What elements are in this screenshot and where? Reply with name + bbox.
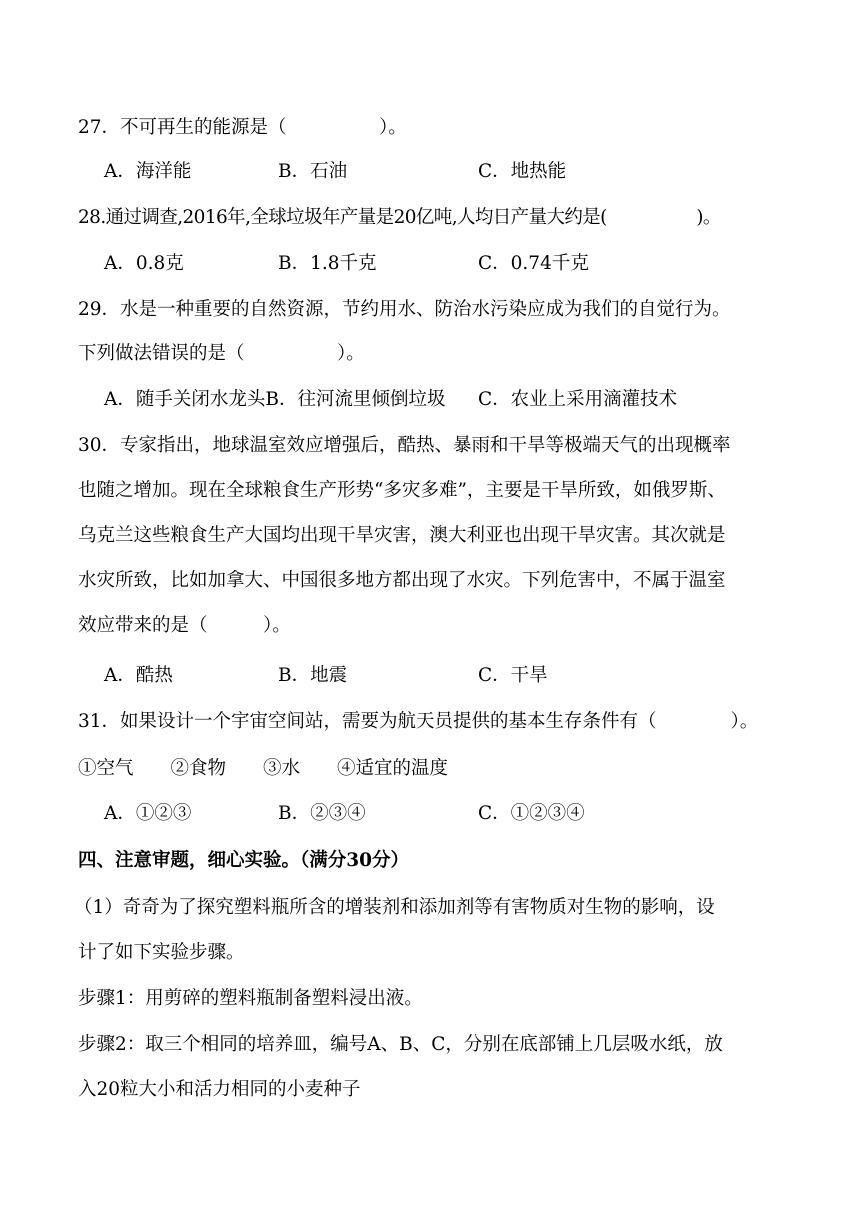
question-29-option-a-b: A．随手关闭水龙头B．往河流里倾倒垃圾 <box>104 389 446 410</box>
question-29-stem-line-1: 29．水是一种重要的自然资源，节约用水、防治水污染应成为我们的自觉行为。 <box>78 299 731 320</box>
section-heading: 四、注意审题，细心实验。（满分30分） <box>78 850 409 871</box>
question-31-stem-line-1: 31．如果设计一个宇宙空间站，需要为航天员提供的基本生存条件有（ ）。 <box>78 711 759 732</box>
question-27-option-c: C．地热能 <box>478 161 567 182</box>
question-27-stem: 27．不可再生的能源是（ ）。 <box>78 117 407 138</box>
question-28-option-b: B．1.8千克 <box>278 253 377 274</box>
section-step-1: 步骤1：用剪碎的塑料瓶制备塑料浸出液。 <box>78 988 423 1009</box>
question-28-stem: 28.通过调查,2016年,全球垃圾年产量是20亿吨,人均日产量大约是( )。 <box>78 207 721 228</box>
question-30-stem-line-3: 乌克兰这些粮食生产大国均出现干旱灾害，澳大利亚也出现干旱灾害。其次就是 <box>78 525 726 546</box>
question-30-option-c: C．干旱 <box>478 665 548 686</box>
question-31-option-a: A．①②③ <box>104 803 192 824</box>
question-28-option-a: A．0.8克 <box>104 253 184 274</box>
question-27-option-b: B．石油 <box>278 161 348 182</box>
section-step-2-line-1: 步骤2：取三个相同的培养皿，编号A、B、C，分别在底部铺上几层吸水纸，放 <box>78 1034 723 1055</box>
question-31-conditions: ①空气 ②食物 ③水 ④适宜的温度 <box>78 758 449 779</box>
question-30-stem-line-1: 30．专家指出，地球温室效应增强后，酷热、暴雨和干旱等极端天气的出现概率 <box>78 435 731 456</box>
question-31-option-b: B．②③④ <box>278 803 366 824</box>
section-line-1: （1）奇奇为了探究塑料瓶所含的增装剂和添加剂等有害物质对生物的影响，设 <box>74 897 715 918</box>
question-30-stem-line-2: 也随之增加。现在全球粮食生产形势“多灾多难”，主要是干旱所致，如俄罗斯、 <box>78 480 726 501</box>
section-step-2-line-2: 入20粒大小和活力相同的小麦种子 <box>78 1079 361 1100</box>
question-30-option-a: A．酷热 <box>104 665 173 686</box>
question-30-option-b: B．地震 <box>278 665 348 686</box>
question-27-option-a: A．海洋能 <box>104 161 192 182</box>
question-29-stem-line-2: 下列做法错误的是（ ）。 <box>78 343 365 364</box>
section-line-2: 计了如下实验步骤。 <box>78 942 245 963</box>
question-30-stem-line-4: 水灾所致，比如加拿大、中国很多地方都出现了水灾。下列危害中，不属于温室 <box>78 570 726 591</box>
question-30-stem-line-5: 效应带来的是（ ）。 <box>78 615 291 636</box>
question-28-option-c: C．0.74千克 <box>478 253 589 274</box>
question-29-option-c: C．农业上采用滴灌技术 <box>478 389 678 410</box>
question-31-option-c: C．①②③④ <box>478 803 585 824</box>
